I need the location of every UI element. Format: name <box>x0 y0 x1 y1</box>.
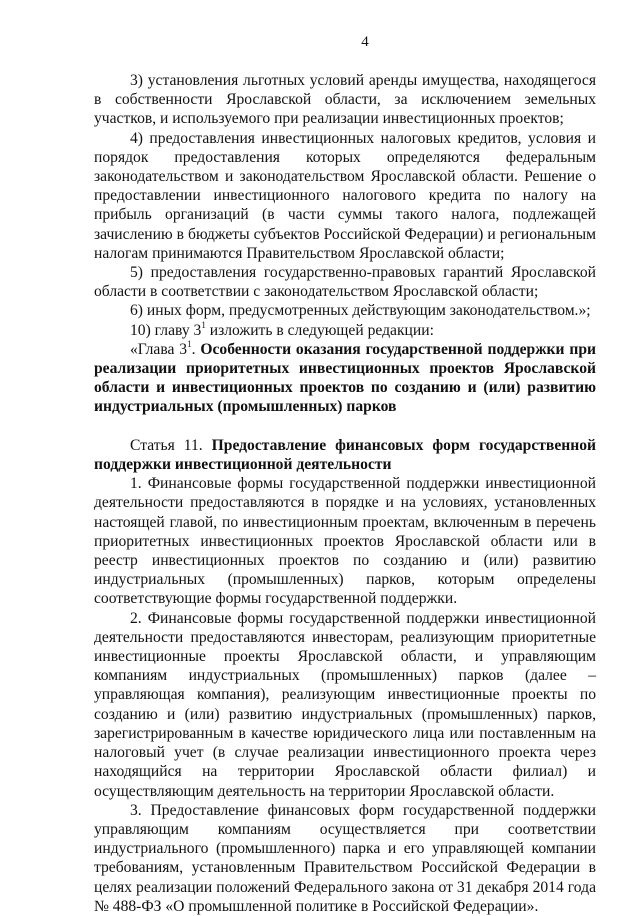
chapter-superscript: 1 <box>187 338 192 349</box>
item-10-text: 10) главу 3 <box>130 321 202 339</box>
chapter-title: Особенности оказания государственной поддержки при реализации приоритетных инвестиционных проектов Ярославской области и инвестиционных проектов по созданию и (или) развитию индустриальных (промышленных) парков <box>94 340 596 416</box>
chapter-prefix: «Глава 3 <box>130 340 188 358</box>
article-clause-1: 1. Финансовые формы государственной поддержки инвестиционной деятельности предоставляются в порядке и на условиях, установленных настоящей главой, по инвестиционным проектам, включенным в перечень приоритетных инвестиционных проектов Ярославской области или в реестр инвестиционных проектов по созданию и (или) развитию индустриальных (промышленных) парков, которым определены соответствующие формы государственной поддержки. <box>94 475 596 608</box>
paragraph-item-4: 4) предоставления инвестиционных налоговых кредитов, условия и порядок предоставления которых определяются федеральным законодательством и законодательством Ярославской области. Решение о предоставлении инвестиционного налогового кредита по налогу на прибыль организаций (в части суммы такого налога, подлежащей зачислению в бюджеты субъектов Российской Федерации) и региональным налогам принимаются Правительством Ярославской области; <box>94 129 596 262</box>
page-number: 4 <box>361 34 369 50</box>
item-10-superscript: 1 <box>201 319 206 330</box>
paragraph-item-10 <box>94 321 596 340</box>
paragraph-item-6: 6) иных форм, предусмотренных действующим законодательством.»; <box>130 302 591 320</box>
paragraph-item-5: 5) предоставления государственно-правовых гарантий Ярославской области в соответствии с законодательством Ярославской области; <box>94 264 596 301</box>
article-prefix: Статья 11. <box>130 436 212 454</box>
article-title: Предоставление финансовых форм государственной поддержки инвестиционной деятельности <box>94 436 597 474</box>
item-10-text-end: изложить в следующей редакции: <box>205 321 434 339</box>
article-clause-3: 3. Предоставление финансовых форм государственной поддержки управляющим компаниям осуществляется при соответствии индустриального (промышленного) парка и его управляющей компании требованиям, установленным Правительством Российской Федерации в целях реализации положений Федерального закона от 31 декабря 2014 года № 488-ФЗ «О промышленной политике в Российской Федерации». <box>94 801 596 915</box>
paragraph-item-3: 3) установления льготных условий аренды имущества, находящегося в собственности Ярославской области, за исключением земельных участков, и используемого при реализации инвестиционных проектов; <box>94 72 596 128</box>
chapter-heading <box>94 340 596 417</box>
chapter-dot: . <box>191 340 201 358</box>
document-body <box>94 71 596 916</box>
article-clause-2: 2. Финансовые формы государственной поддержки инвестиционной деятельности предоставляются инвесторам, реализующим приоритетные инвестиционные проекты Ярославской области, и управляющим компаниям индустриальных (промышленных) парков (далее – управляющая компания), реализующим инвестиционные проекты по созданию и (или) развитию индустриальных (промышленных) парков, зарегистрированным в качестве юридического лица или поставленным на налоговый учет (в случае реализации инвестиционного проекта через находящийся на территории Ярославской области филиал) и осуществляющим деятельность на территории Ярославской области. <box>94 609 596 800</box>
spacer <box>94 417 596 436</box>
article-heading <box>94 436 596 474</box>
